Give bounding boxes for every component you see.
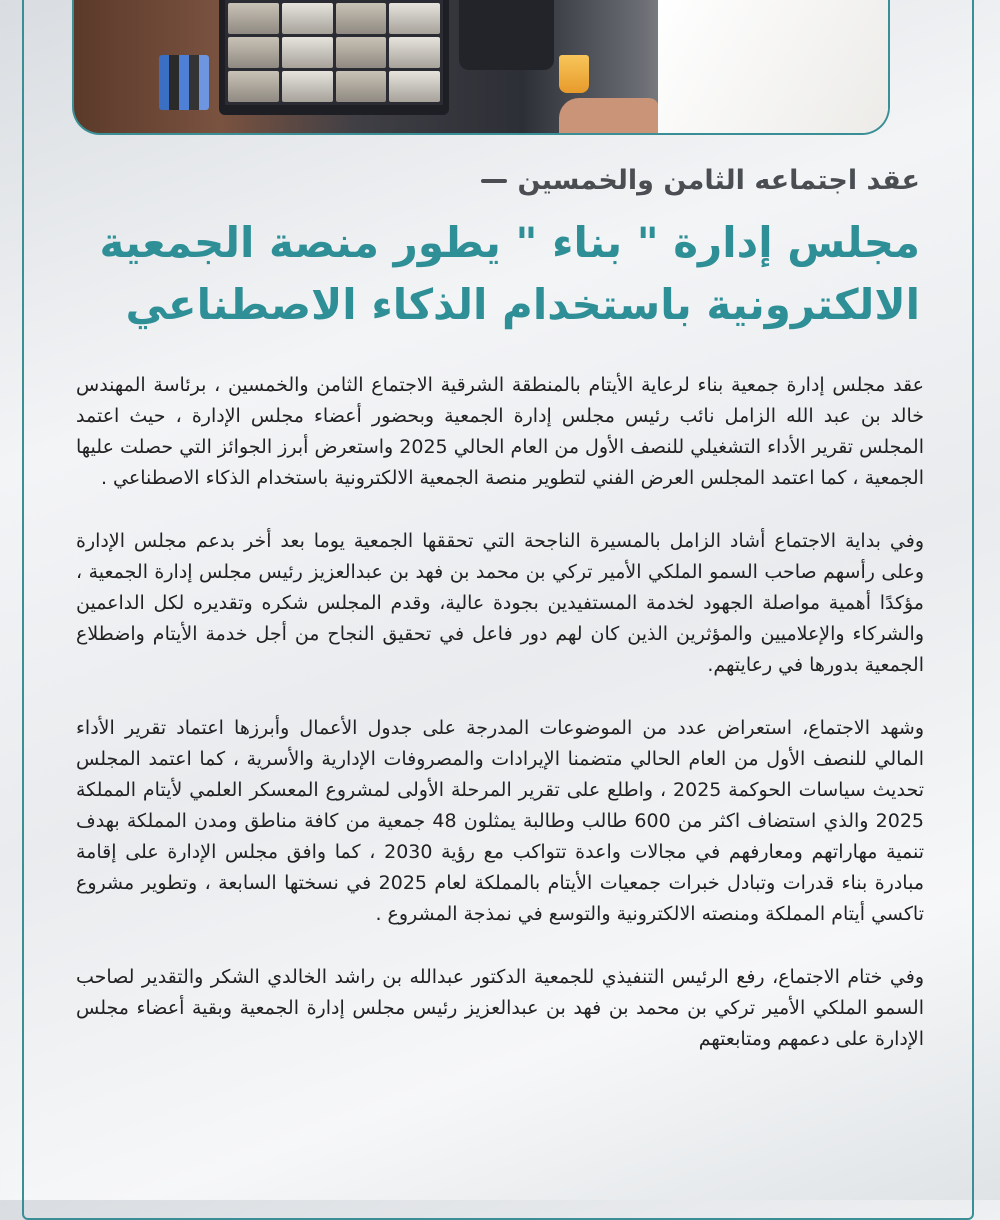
pen-holder-image [159,55,209,110]
article-body [76,370,924,1087]
juice-glass-image [559,55,589,93]
paragraph-3: وشهد الاجتماع، استعراض عدد من الموضوعات المدرجة على جدول الأعمال وأبرزها اعتماد تقرير الأداء المالي للنصف الأول من العام الحالي متضمنا الإيرادات والمصروفات الإدارية والأسرية ، كما اعتمد المجلس تحديث سياسات الحوكمة 2025 ، واطلع على تقرير المرحلة الأولى لمشروع المعسكر العلمي لأيتام المملكة 2025 والذي استضاف اكثر من 600 طالب وطالبة يمثلون 48 جمعية من كافة مناطق ومدن المملكة بهدف تنمية مهاراتهم ومعارفهم في مجالات واعدة تتواكب مع رؤية 2030 ، كما وافق مجلس الإدارة على إقامة مبادرة بناء قدرات وتبادل خبرات جمعيات الأيتام بالمملكة لعام 2025 في نسختها السابعة ، وتطوير مشروع تاكسي أيتام المملكة ومنصته الالكترونية والتوسع في نمذجة المشروع . [76,717,924,925]
paragraph-4: وفي ختام الاجتماع، رفع الرئيس التنفيذي للجمعية الدكتور عبدالله بن راشد الخالدي الشكر والتقدير لصاحب السمو الملكي الأمير تركي بن محمد بن فهد بن عبدالعزيز رئيس مجلس إدارة الجمعية وبقية أعضاء مجلس الإدارة على دعمهم ومتابعتهم [76,966,924,1050]
article-kicker [80,165,920,196]
article-headline [80,212,920,336]
paragraph-1: عقد مجلس إدارة جمعية بناء لرعاية الأيتام بالمنطقة الشرقية الاجتماع الثامن والخمسين ، برئاسة المهندس خالد بن عبد الله الزامل نائب رئيس مجلس إدارة الجمعية وبحضور أعضاء مجلس الإدارة ، حيث اعتمد المجلس تقرير الأداء التشغيلي للنصف الأول من العام الحالي 2025 واستعرض أبرز الجوائز التي حصلت عليها الجمعية ، كما اعتمد المجلس العرض الفني لتطوير منصة الجمعية الالكترونية باستخدام الذكاء الاصطناعي . [76,374,924,489]
desk-phone-image [459,0,554,70]
headline-line-1: مجلس إدارة " بناء " يطور منصة الجمعية [99,218,920,267]
laptop-video-call-image [219,0,449,115]
meeting-photo [72,0,890,135]
paragraph-2: وفي بداية الاجتماع أشاد الزامل بالمسيرة الناجحة التي تحققها الجمعية يوما بعد أخر بدعم مجلس الإدارة وعلى رأسهم صاحب السمو الملكي الأمير تركي بن محمد بن فهد بن عبدالعزيز رئيس مجلس إدارة الجمعية ، مؤكدًا أهمية مواصلة الجهود لخدمة المستفيدين بجودة عالية، وقدم المجلس شكره وتقديره لكل الداعمين والشركاء والإعلاميين والمؤثرين الذين كان لهم دور فاعل في تحقيق النجاح من أجل خدمة الأيتام واضطلاع الجمعية بدورها في رعايتهم. [76,530,924,676]
kicker-dash [481,179,507,183]
white-thobe-image [658,0,888,135]
kicker-text: عقد اجتماعه الثامن والخمسين [517,165,920,196]
hand-image [559,98,659,135]
headline-line-2: الالكترونية باستخدام الذكاء الاصطناعي [125,280,920,329]
